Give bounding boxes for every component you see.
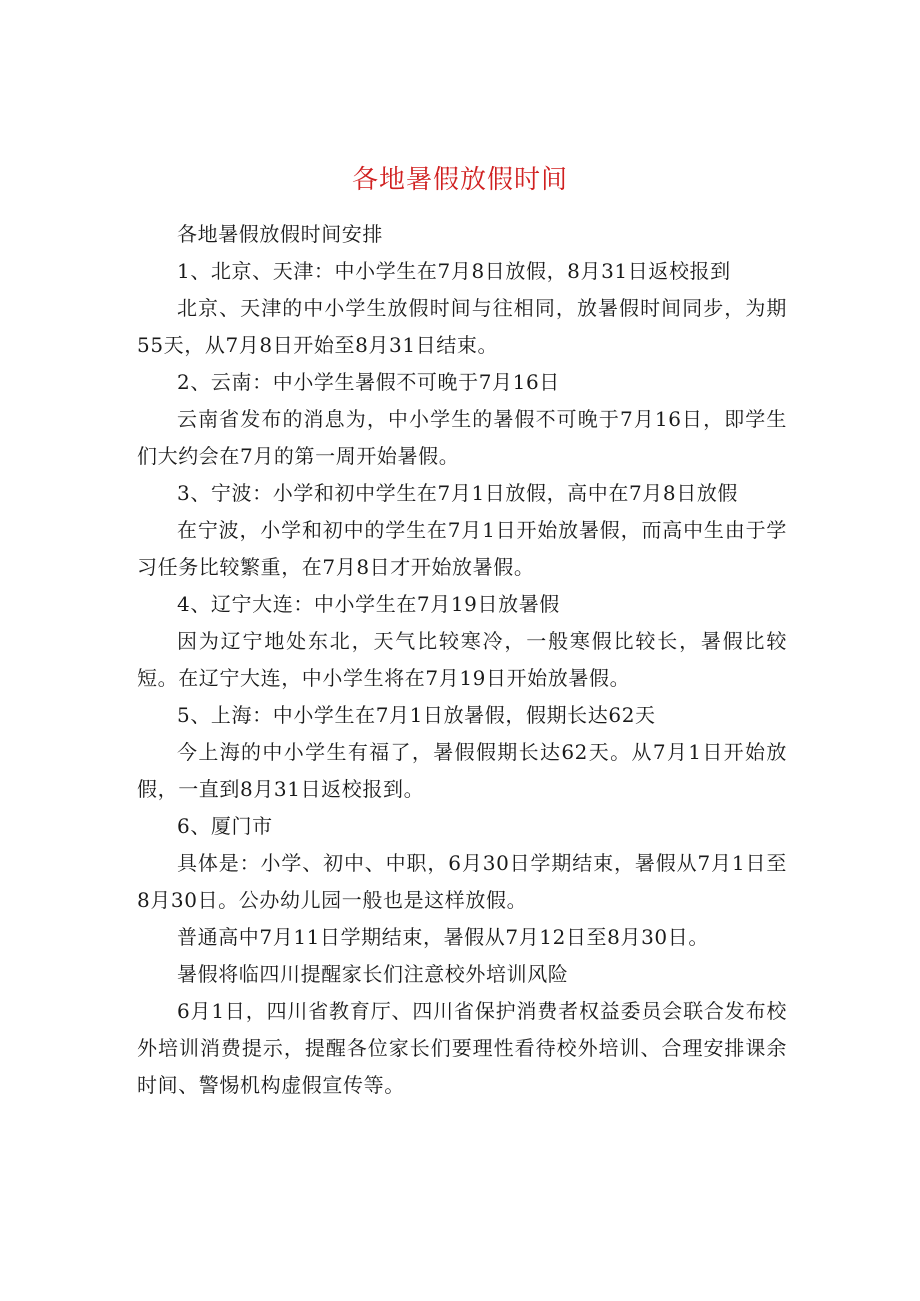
paragraph-subtitle: 各地暑假放假时间安排 (177, 222, 383, 246)
paragraph-heading-ningbo: 3、宁波：小学和初中学生在7月1日放假，高中在7月8日放假 (177, 481, 739, 505)
paragraph-body-ningbo: 在宁波，小学和初中的学生在7月1日开始放暑假，而高中生由于学习任务比较繁重，在7月8日才开始放暑假。 (137, 518, 787, 579)
paragraph-heading-beijing: 1、北京、天津：中小学生在7月8日放假，8月31日返校报到 (177, 259, 731, 283)
document-title: 各地暑假放假时间 (351, 165, 568, 195)
paragraph-heading-sichuan: 暑假将临四川提醒家长们注意校外培训风险 (177, 962, 569, 986)
paragraph-heading-xiamen: 6、厦门市 (177, 814, 273, 838)
document-body (137, 216, 787, 1104)
paragraph-heading-shanghai: 5、上海：中小学生在7月1日放暑假，假期长达62天 (177, 703, 656, 727)
paragraph-heading-yunnan: 2、云南：中小学生暑假不可晚于7月16日 (177, 370, 560, 394)
paragraph-body-xiamen: 具体是：小学、初中、中职，6月30日学期结束，暑假从7月1日至8月30日。公办幼儿园一般也是这样放假。 (137, 851, 787, 912)
paragraph-body-shanghai: 今上海的中小学生有福了，暑假假期长达62天。从7月1日开始放假，一直到8月31日返校报到。 (137, 740, 787, 801)
paragraph-body-beijing: 北京、天津的中小学生放假时间与往相同，放暑假时间同步，为期55天，从7月8日开始至8月31日结束。 (137, 296, 787, 357)
paragraph-body-yunnan: 云南省发布的消息为，中小学生的暑假不可晚于7月16日，即学生们大约会在7月的第一周开始暑假。 (137, 407, 787, 468)
paragraph-heading-dalian: 4、辽宁大连：中小学生在7月19日放暑假 (177, 592, 560, 616)
paragraph-body-sichuan: 6月1日，四川省教育厅、四川省保护消费者权益委员会联合发布校外培训消费提示，提醒各位家长们要理性看待校外培训、合理安排课余时间、警惕机构虚假宣传等。 (137, 999, 787, 1097)
paragraph-body-dalian: 因为辽宁地处东北，天气比较寒冷，一般寒假比较长，暑假比较短。在辽宁大连，中小学生将在7月19日开始放暑假。 (137, 629, 787, 690)
paragraph-body-xiamen-highschool: 普通高中7月11日学期结束，暑假从7月12日至8月30日。 (177, 925, 709, 949)
